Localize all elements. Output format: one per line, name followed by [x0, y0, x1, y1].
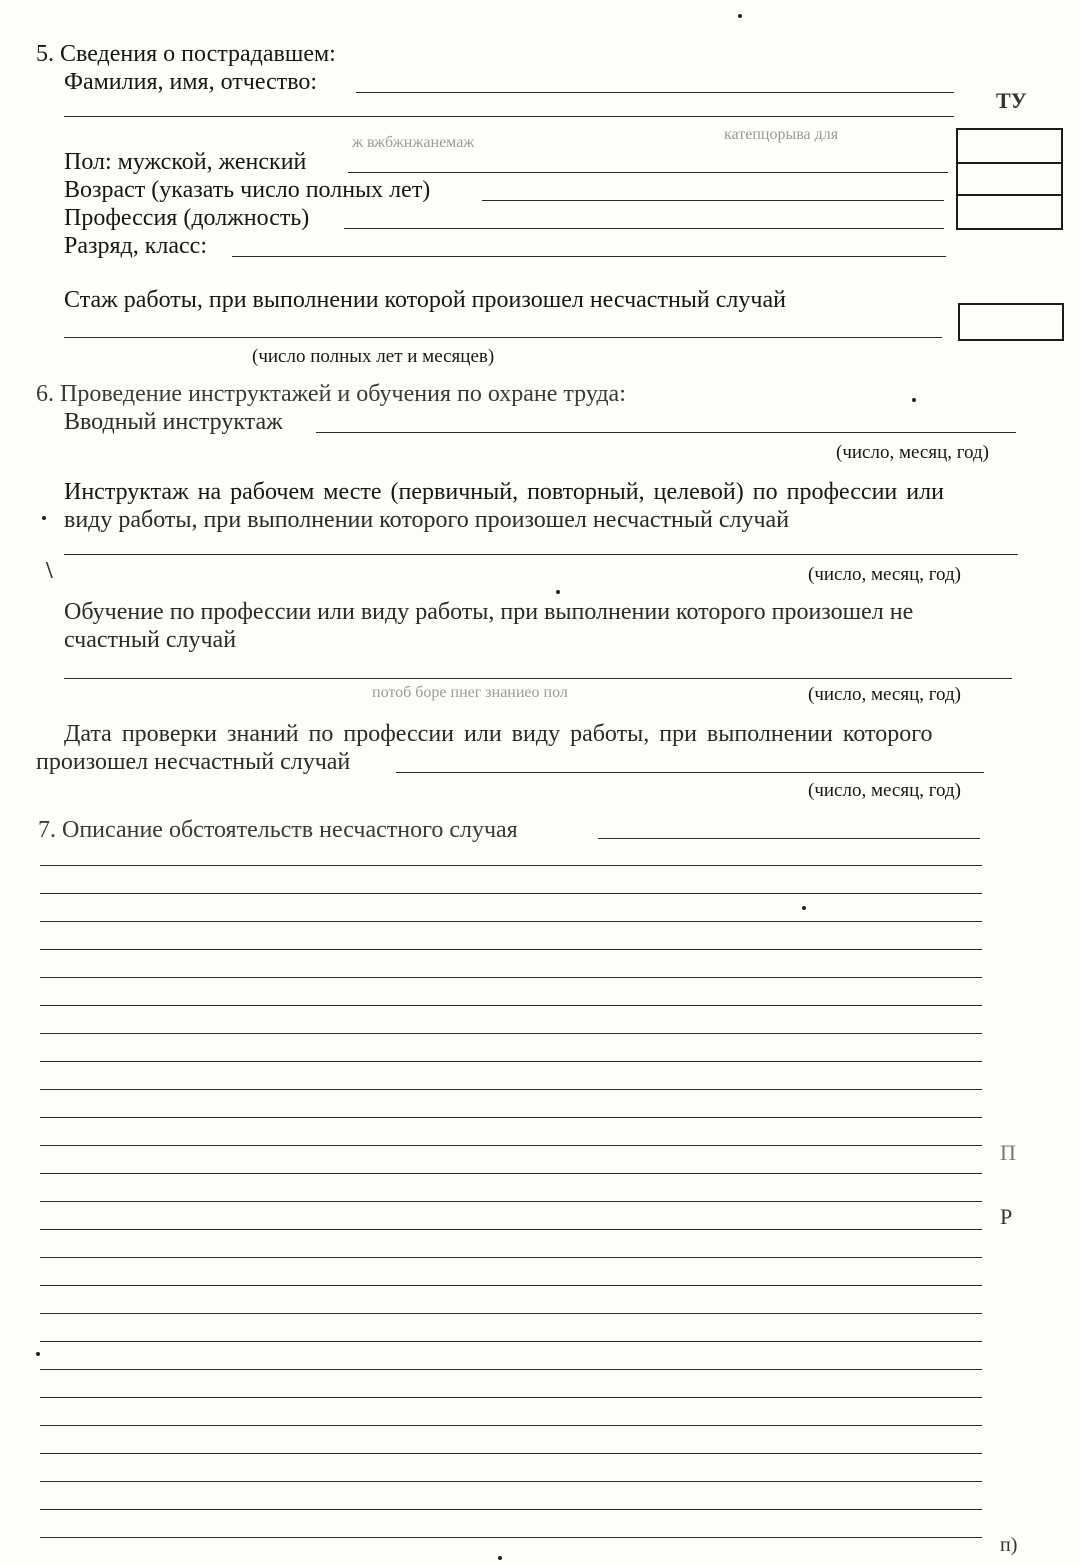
full-name-label: Фамилия, имя, отчество:: [64, 69, 318, 95]
description-line[interactable]: [40, 1145, 982, 1146]
full-name-field[interactable]: [356, 92, 954, 93]
description-line[interactable]: [40, 1005, 982, 1006]
description-field-first[interactable]: [598, 838, 980, 839]
profession-field[interactable]: [344, 228, 944, 229]
description-line[interactable]: [40, 1341, 982, 1342]
description-line[interactable]: [40, 893, 982, 894]
scan-speck: [802, 906, 806, 910]
description-line[interactable]: [40, 1509, 982, 1510]
description-line[interactable]: [40, 1481, 982, 1482]
training-label-1: Обучение по профессии или виду работы, при выполнении которого произошел не: [64, 599, 914, 625]
scan-speck: [42, 516, 46, 520]
description-line[interactable]: [40, 1425, 982, 1426]
knowledge-check-field[interactable]: [396, 772, 984, 773]
knowledge-check-date-hint: (число, месяц, год): [808, 780, 962, 801]
description-line[interactable]: [40, 1257, 982, 1258]
knowledge-check-label-1: Дата проверки знаний по профессии или виду работы, при выполнении которого: [64, 721, 933, 747]
description-line[interactable]: [40, 949, 982, 950]
margin-mark-2: Р: [1000, 1204, 1013, 1229]
workplace-briefing-field[interactable]: [64, 554, 1018, 555]
code-box-profession[interactable]: [956, 194, 1063, 230]
code-box-age[interactable]: [956, 162, 1063, 196]
section-6-heading: 6. Проведение инструктажей и обучения по охране труда:: [36, 381, 626, 407]
full-name-field-continued[interactable]: [64, 116, 954, 117]
description-line[interactable]: [40, 1453, 982, 1454]
grade-field[interactable]: [232, 256, 946, 257]
workplace-briefing-date-hint: (число, месяц, год): [808, 564, 962, 585]
description-line[interactable]: [40, 977, 982, 978]
margin-mark-top: ТУ: [996, 88, 1027, 113]
intro-briefing-field[interactable]: [316, 432, 1016, 433]
description-line[interactable]: [40, 1089, 982, 1090]
age-label: Возраст (указать число полных лет): [64, 177, 431, 203]
description-line[interactable]: [40, 1117, 982, 1118]
section-7-heading: 7. Описание обстоятельств несчастного случая: [38, 817, 518, 843]
experience-label: Стаж работы, при выполнении которой произошел несчастный случай: [64, 287, 786, 313]
intro-briefing-date-hint: (число, месяц, год): [836, 442, 990, 463]
training-field[interactable]: [64, 678, 1012, 679]
experience-hint: (число полных лет и месяцев): [252, 346, 495, 367]
sex-field[interactable]: [348, 172, 948, 173]
code-box-sex[interactable]: [956, 128, 1063, 164]
margin-mark-1: П: [1000, 1140, 1016, 1165]
scan-speck: [912, 398, 916, 402]
experience-field[interactable]: [64, 337, 942, 338]
description-line[interactable]: [40, 1369, 982, 1370]
margin-mark-bottom: п): [1000, 1534, 1018, 1556]
description-line[interactable]: [40, 1537, 982, 1538]
description-line[interactable]: [40, 1397, 982, 1398]
description-line[interactable]: [40, 1313, 982, 1314]
knowledge-check-label-2: произошел несчастный случай: [36, 749, 351, 775]
profession-label: Профессия (должность): [64, 205, 310, 231]
intro-briefing-label: Вводный инструктаж: [64, 409, 283, 435]
description-line[interactable]: [40, 921, 982, 922]
description-line[interactable]: [40, 1229, 982, 1230]
scan-speck: [738, 14, 742, 18]
scan-speck: [556, 590, 560, 594]
faint-print-right: катепцорыва для: [724, 126, 839, 143]
code-box-experience[interactable]: [958, 303, 1064, 341]
grade-label: Разряд, класс:: [64, 233, 207, 259]
faint-print-training: потоб боре пнег знаниео пол: [372, 684, 568, 701]
workplace-briefing-label-2: виду работы, при выполнении которого произошел несчастный случай: [64, 507, 790, 533]
sex-label: Пол: мужской, женский: [64, 149, 307, 175]
description-line[interactable]: [40, 1033, 982, 1034]
training-date-hint: (число, месяц, год): [808, 684, 962, 705]
age-field[interactable]: [482, 200, 944, 201]
description-line[interactable]: [40, 1285, 982, 1286]
workplace-briefing-label-1: Инструктаж на рабочем месте (первичный, повторный, целевой) по профессии или: [64, 479, 944, 505]
description-line[interactable]: [40, 1201, 982, 1202]
scan-tick-mark: \: [46, 558, 53, 584]
description-line[interactable]: [40, 1061, 982, 1062]
scan-speck: [498, 1556, 502, 1560]
training-label-2: счастный случай: [64, 627, 237, 653]
description-line[interactable]: [40, 1173, 982, 1174]
faint-print-left: ж вжбжнжанемаж: [352, 134, 475, 151]
section-5-heading: 5. Сведения о пострадавшем:: [36, 41, 336, 67]
description-line[interactable]: [40, 865, 982, 866]
scan-speck: [36, 1352, 40, 1356]
